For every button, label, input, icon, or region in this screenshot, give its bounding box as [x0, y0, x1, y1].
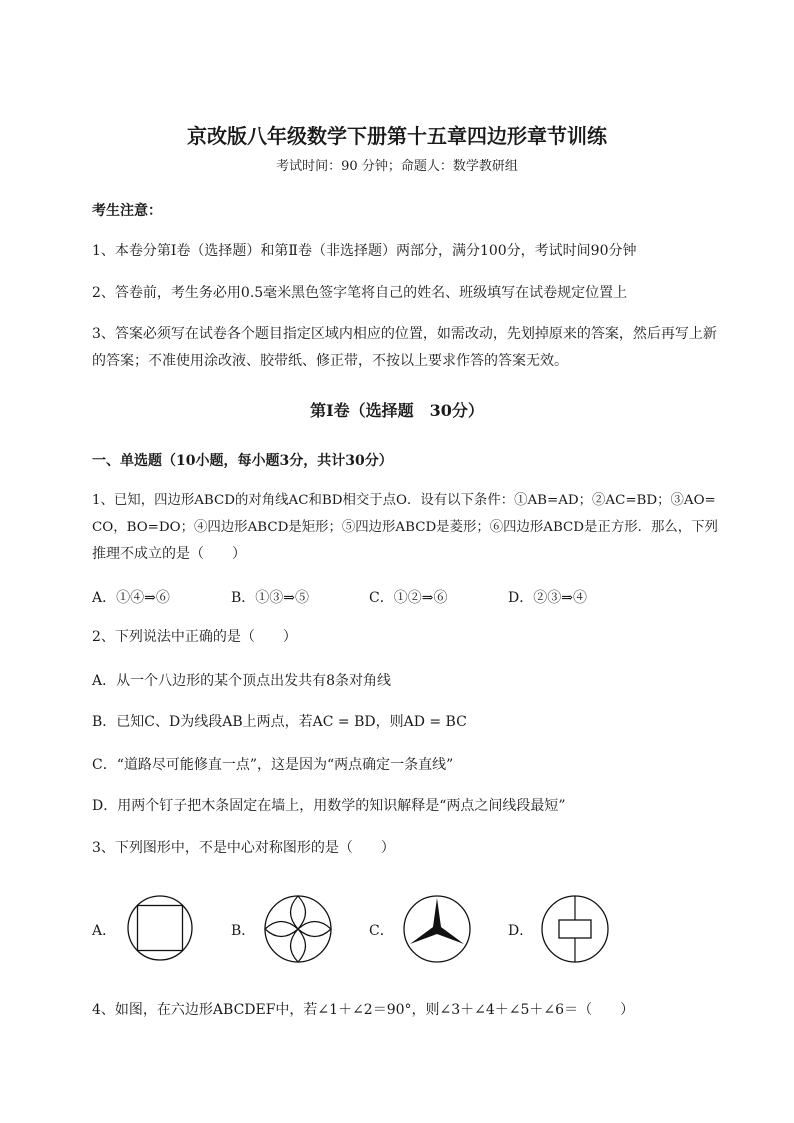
q1-option-c: C．①②⇒⑥: [369, 590, 448, 606]
part-heading: 一、单选题（10小题，每小题3分，共计30分）: [92, 453, 393, 469]
q1-option-b: B．①③⇒⑤: [231, 590, 310, 606]
q1-option-d: D．②③⇒④: [508, 590, 587, 606]
notice-item-2: 2、答卷前，考生务必用0.5毫米黑色签字笔将自己的姓名、班级填写在试卷规定位置上: [92, 285, 628, 301]
q3-stem: 3、下列图形中，不是中心对称图形的是（ ）: [92, 840, 395, 856]
section-title: 第Ⅰ卷（选择题 30分）: [310, 401, 484, 420]
q3-label-d: D．: [508, 923, 534, 939]
circle-square-figure: [126, 894, 194, 962]
exam-info: 考试时间：90 分钟；命题人：数学教研组: [276, 159, 518, 174]
circle-rectangle-line-figure: [540, 894, 610, 964]
q1-line-1: 1、已知，四边形ABCD的对角线AC和BD相交于点O．设有以下条件：①AB=AD；②AC=BD；③AO=: [92, 493, 716, 508]
q2-option-c: C．“道路尽可能修直一点”，这是因为“两点确定一条直线”: [92, 757, 454, 773]
q4-stem: 4、如图，在六边形ABCDEF中，若∠1＋∠2＝90°，则∠3＋∠4＋∠5＋∠6＝（ ）: [92, 1002, 635, 1018]
q1-line-2: CO，BO=DO；④四边形ABCD是矩形；⑤四边形ABCD是菱形；⑥四边形ABCD是正方形．那么，下列: [92, 520, 718, 535]
q3-label-a: A．: [92, 923, 117, 939]
q1-line-3: 推理不成立的是（ ）: [92, 546, 246, 562]
q3-label-b: B．: [231, 923, 256, 939]
notice-item-1: 1、本卷分第Ⅰ卷（选择题）和第Ⅱ卷（非选择题）两部分，满分100分，考试时间90分钟: [92, 243, 637, 259]
q2-option-d: D．用两个钉子把木条固定在墙上，用数学的知识解释是“两点之间线段最短”: [92, 798, 566, 814]
circle-four-petal-figure: [263, 894, 333, 964]
notice-item-3: 3、答案必须写在试卷各个题目指定区域内相应的位置，如需改动，先划掉原来的答案，然后再写上新: [92, 326, 717, 342]
q2-option-a: A．从一个八边形的某个顶点出发共有8条对角线: [92, 673, 392, 689]
notice-heading: 考生注意：: [92, 203, 162, 219]
q2-stem: 2、下列说法中正确的是（ ）: [92, 629, 297, 645]
notice-item-3-cont: 的答案；不准使用涂改液、胶带纸、修正带，不按以上要求作答的答案无效。: [92, 353, 568, 369]
page-title: 京改版八年级数学下册第十五章四边形章节训练: [187, 124, 607, 148]
q2-option-b: B．已知C、D为线段AB上两点，若AC = BD，则AD = BC: [92, 714, 467, 730]
q1-option-a: A．①④⇒⑥: [92, 590, 170, 606]
q3-label-c: C．: [369, 923, 394, 939]
circle-three-blade-figure: [402, 894, 472, 964]
